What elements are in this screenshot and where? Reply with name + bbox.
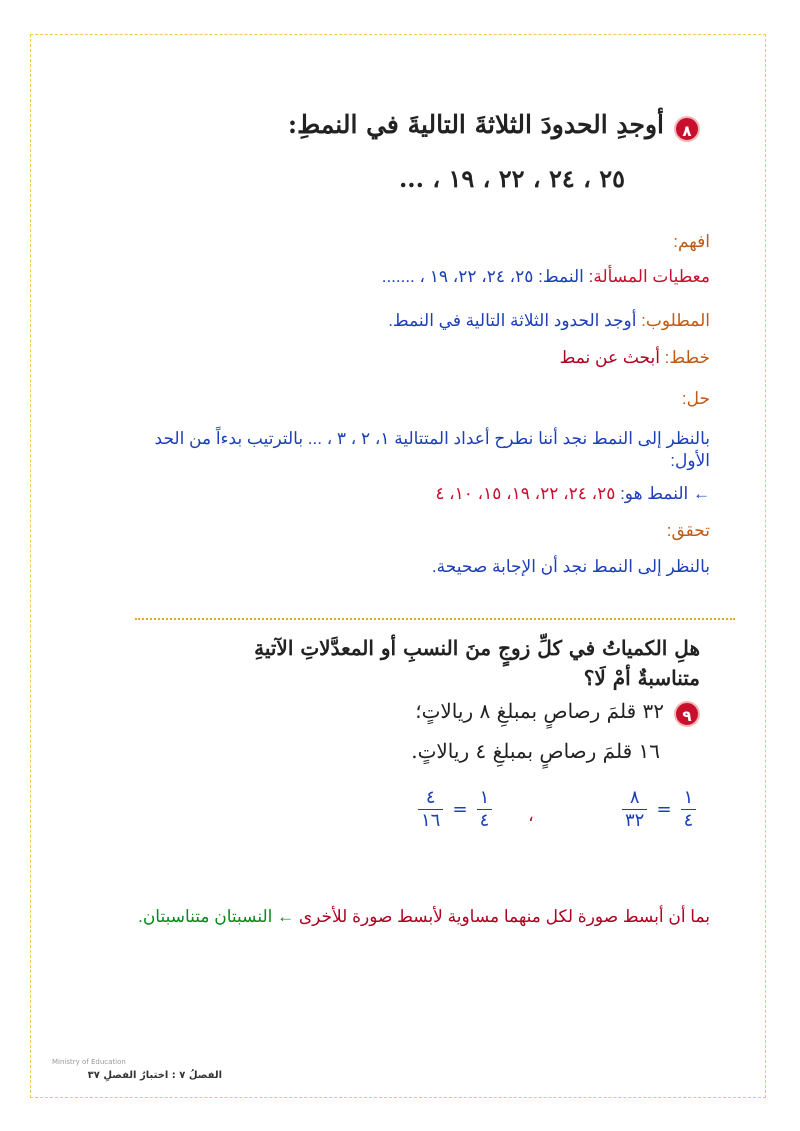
- check-text: بالنظر إلى النمط نجد أن الإجابة صحيحة.: [431, 557, 710, 576]
- arrow-icon: ←: [693, 484, 710, 503]
- required-label: المطلوب:: [641, 311, 710, 330]
- section-prompt: هلِ الكمياتُ في كلِّ زوجٍ منَ النسبِ أو المعدَّلاتِ الآتيةِ متناسبةٌ أمْ لَا؟: [254, 636, 700, 690]
- chapter-label: الفصلُ ٧ : اختبارُ الفصلِ: [103, 1070, 222, 1081]
- footer-line: [52, 1070, 222, 1081]
- conclusion-text: بما أن أبسط صورة لكل منهما مساوية لأبسط صورة للأخرى: [298, 907, 710, 926]
- understand-label: افهم:: [673, 232, 710, 251]
- question-number-badge: ٨: [674, 116, 700, 142]
- pattern-line: [435, 484, 710, 504]
- ministry-watermark: Ministry of Education: [52, 1058, 126, 1066]
- equals-sign: =: [656, 799, 672, 820]
- plan-label: خطط:: [664, 348, 710, 367]
- question-number-badge: ٩: [674, 701, 700, 727]
- given-label: معطيات المسألة:: [588, 267, 710, 286]
- question-9-line-1: [160, 699, 700, 727]
- question-8-title: أوجدِ الحدودَ الثلاثةَ التاليةَ في النمطِ:: [287, 110, 664, 139]
- required-text: أوجد الحدود الثلاثة التالية في النمط.: [388, 311, 642, 330]
- conclusion-result: النسبتان متناسبتان.: [138, 907, 278, 926]
- fraction-8-32: $\frac{٨}{٣٢}$: [622, 787, 647, 832]
- question-8-sequence: ٢٥ ، ٢٤ ، ٢٢ ، ١٩ ، ...: [398, 164, 625, 193]
- given-line: [382, 267, 710, 287]
- required-line: [388, 311, 710, 331]
- check-label: تحقق:: [666, 521, 710, 540]
- pattern-label: النمط هو:: [615, 484, 693, 503]
- plan-text: أبحث عن نمط: [559, 348, 665, 367]
- section-divider: [135, 618, 735, 620]
- conclusion: [120, 896, 710, 938]
- fraction-group-2: [418, 787, 492, 832]
- question-8-header: [140, 110, 700, 142]
- plan-line: [560, 348, 710, 368]
- question-9-text-2: ١٦ قلمَ رصاصٍ بمبلغِ ٤ ريالاتٍ.: [411, 739, 660, 763]
- pattern-values: ٢٥، ٢٤، ٢٢، ١٩، ١٥، ١٠، ٤: [435, 484, 616, 503]
- equals-sign: =: [452, 799, 468, 820]
- given-text: النمط: ٢٥، ٢٤، ٢٢، ١٩ ، .......: [381, 267, 589, 286]
- solve-label: حل:: [681, 389, 710, 408]
- arrow-icon: ←: [277, 907, 295, 926]
- question-9-text-1: ٣٢ قلمَ رصاصٍ بمبلغِ ٨ ريالاتٍ؛: [415, 699, 664, 723]
- fraction-group-1: [622, 787, 696, 832]
- page-number: ٣٧: [87, 1070, 100, 1081]
- fraction-1-4: $\frac{١}{٤}$: [477, 787, 493, 832]
- comma-separator: ،: [528, 805, 534, 826]
- fraction-4-16: $\frac{٤}{١٦}$: [418, 787, 443, 832]
- solve-text: بالنظر إلى النمط نجد أننا نطرح أعداد المتتالية ١، ٢ ، ٣ ، ... بالترتيب بدءاً من الحد الأول:: [154, 429, 710, 470]
- fraction-1-4: $\frac{١}{٤}$: [681, 787, 697, 832]
